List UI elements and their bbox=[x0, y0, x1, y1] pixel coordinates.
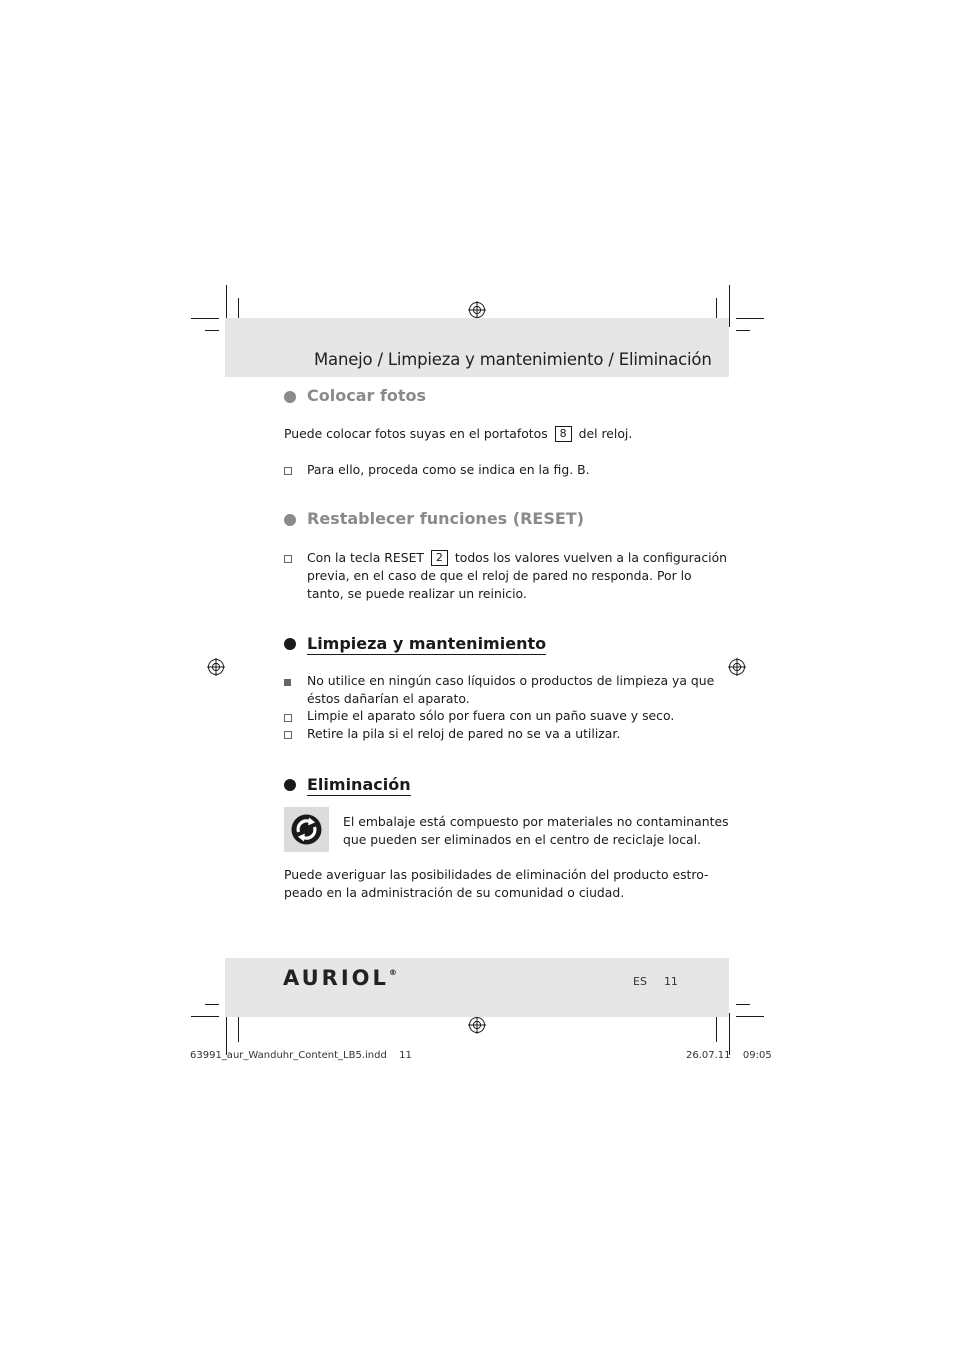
page-number-block bbox=[633, 975, 678, 988]
part-number-badge: 8 bbox=[555, 426, 572, 442]
page-title: Manejo / Limpieza y mantenimiento / Eliminación bbox=[314, 350, 712, 369]
limpieza-warning-line1: No utilice en ningún caso líquidos o productos de limpieza ya que bbox=[307, 673, 715, 688]
eliminacion-disposal-line1: Puede averiguar las posibilidades de eliminación del producto estro- bbox=[284, 867, 709, 882]
eliminacion-packaging-line1: El embalaje está compuesto por materiales no contaminantes bbox=[343, 814, 729, 829]
crop-mark bbox=[716, 1013, 717, 1042]
step-marker-icon bbox=[284, 714, 292, 722]
crop-mark bbox=[191, 318, 219, 319]
file-name: 63991_aur_Wanduhr_Content_LB5.indd bbox=[190, 1050, 387, 1061]
reset-step bbox=[307, 549, 728, 603]
warning-marker-icon bbox=[284, 679, 291, 686]
limpieza-step-1: Limpie el aparato sólo por fuera con un paño suave y seco. bbox=[307, 708, 675, 723]
reset-step-line3: tanto, se puede realizar un reinicio. bbox=[307, 586, 527, 601]
eliminacion-disposal-line2: peado en la administración de su comunidad o ciudad. bbox=[284, 885, 625, 900]
file-date: 26.07.11 bbox=[686, 1050, 731, 1061]
brand-name: AURIOL bbox=[283, 966, 389, 990]
file-info bbox=[190, 1050, 412, 1061]
eliminacion-packaging bbox=[343, 813, 729, 849]
crop-mark bbox=[238, 1013, 239, 1042]
reset-step-line2: previa, en el caso de que el reloj de pared no responda. Por lo bbox=[307, 568, 692, 583]
colocar-intro-before: Puede colocar fotos suyas en el portafotos bbox=[284, 426, 548, 441]
brand-logo bbox=[283, 966, 397, 990]
crop-mark bbox=[205, 330, 219, 331]
step-marker-icon bbox=[284, 467, 292, 475]
recycling-symbol bbox=[284, 807, 329, 852]
section-bullet bbox=[284, 391, 296, 403]
colocar-step-1: Para ello, proceda como se indica en la fig. B. bbox=[307, 462, 590, 477]
recycling-icon bbox=[284, 807, 329, 852]
limpieza-warning bbox=[307, 672, 715, 708]
crop-mark bbox=[205, 1004, 219, 1005]
file-page: 11 bbox=[399, 1050, 412, 1061]
crop-mark bbox=[736, 1004, 750, 1005]
file-time: 09:05 bbox=[742, 1050, 772, 1061]
crop-mark bbox=[736, 330, 750, 331]
section-title-colocar-fotos: Colocar fotos bbox=[307, 386, 427, 405]
reset-step-line1-after: todos los valores vuelven a la configuración bbox=[454, 550, 728, 565]
limpieza-step-2: Retire la pila si el reloj de pared no se va a utilizar. bbox=[307, 726, 621, 741]
registered-mark: ® bbox=[388, 968, 397, 977]
page-number: 11 bbox=[663, 975, 678, 988]
section-title-limpieza: Limpieza y mantenimiento bbox=[307, 634, 547, 653]
colocar-intro bbox=[284, 425, 632, 443]
crop-mark bbox=[191, 1016, 219, 1017]
registration-mark-icon bbox=[207, 658, 225, 676]
crop-mark bbox=[729, 285, 730, 327]
registration-mark-icon bbox=[728, 658, 746, 676]
step-marker-icon bbox=[284, 555, 292, 563]
section-bullet bbox=[284, 638, 296, 650]
section-title-reset: Restablecer funciones (RESET) bbox=[307, 509, 585, 528]
language-code: ES bbox=[633, 975, 647, 988]
registration-mark-icon bbox=[468, 1016, 486, 1034]
file-timestamp bbox=[686, 1050, 772, 1061]
colocar-intro-after: del reloj. bbox=[578, 426, 633, 441]
crop-mark bbox=[226, 1013, 227, 1055]
reset-step-before: Con la tecla RESET bbox=[307, 550, 424, 565]
section-bullet bbox=[284, 514, 296, 526]
eliminacion-packaging-line2: que pueden ser eliminados en el centro de reciclaje local. bbox=[343, 832, 702, 847]
crop-mark bbox=[729, 1013, 730, 1055]
crop-mark bbox=[736, 1016, 764, 1017]
section-bullet bbox=[284, 779, 296, 791]
limpieza-warning-line2: éstos dañarían el aparato. bbox=[307, 691, 470, 706]
section-title-eliminacion: Eliminación bbox=[307, 775, 411, 794]
crop-mark bbox=[736, 318, 764, 319]
registration-mark-icon bbox=[468, 301, 486, 319]
step-marker-icon bbox=[284, 731, 292, 739]
eliminacion-disposal bbox=[284, 866, 709, 902]
part-number-badge: 2 bbox=[431, 550, 448, 566]
